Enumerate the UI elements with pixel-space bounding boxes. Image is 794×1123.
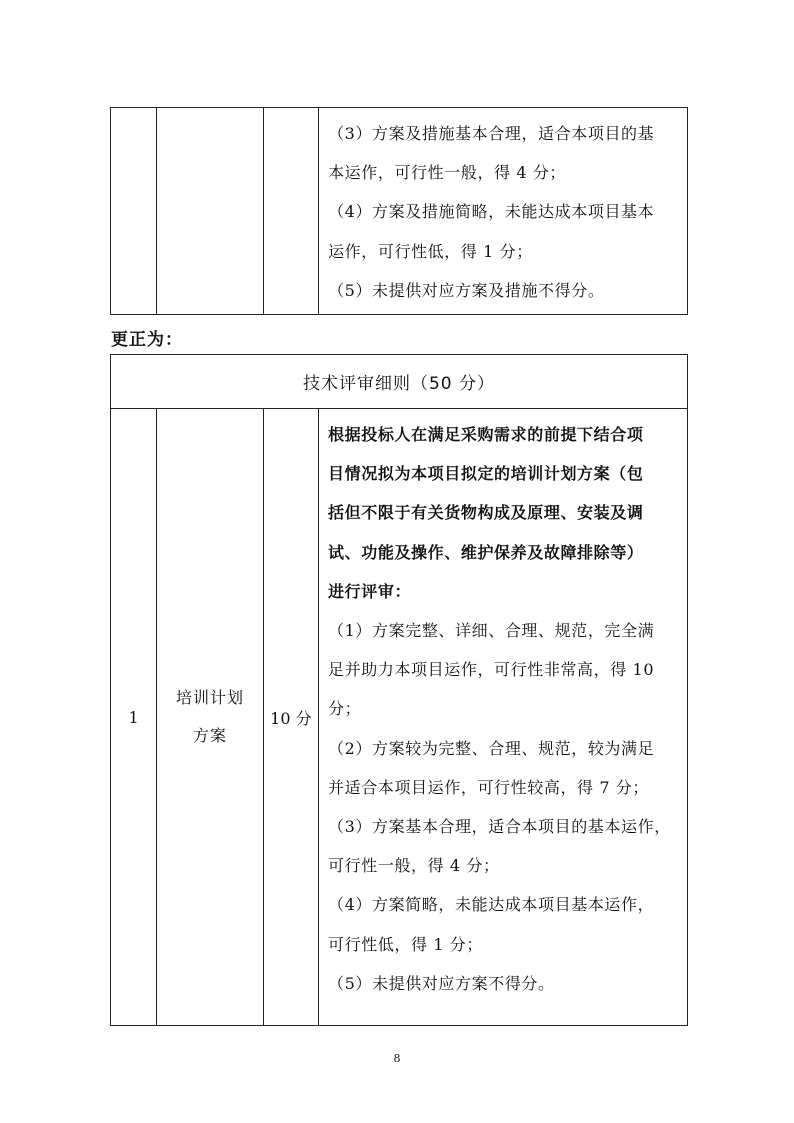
criteria-intro-line: 目情况拟为本项目拟定的培训计划方案（包 [328, 464, 644, 484]
number-cell [111, 108, 157, 315]
criteria-intro-line: 进行评审： [328, 581, 412, 601]
category-line: 方案 [192, 726, 227, 745]
criteria-line: 可行性低，得 1 分； [328, 934, 483, 954]
criteria-line: （3）方案及措施基本合理，适合本项目的基 [328, 124, 655, 143]
correction-label: 更正为： [111, 330, 183, 350]
row-number: 1 [111, 409, 157, 1026]
criteria-line: 运作，可行性低，得 1 分； [328, 241, 533, 261]
criteria-line: 并适合本项目运作，可行性较高，得 7 分； [328, 777, 649, 797]
category-line: 培训计划 [175, 688, 244, 707]
continued-scoring-table [110, 107, 688, 315]
criteria-cell [319, 108, 688, 315]
points-cell: 10 分 [263, 409, 318, 1026]
criteria-line: 可行性一般，得 4 分； [328, 856, 500, 876]
table-title: 技术评审细则（50 分） [111, 355, 688, 409]
category-cell [157, 108, 264, 315]
table-row [111, 108, 688, 315]
criteria-intro-line: 括但不限于有关货物构成及原理、安装及调 [328, 503, 644, 523]
criteria-line: （4）方案及措施简略，未能达成本项目基本 [328, 202, 655, 222]
criteria-line: （2）方案较为完整、合理、规范，较为满足 [328, 738, 655, 758]
criteria-line: （1）方案完整、详细、合理、规范，完全满 [328, 621, 655, 641]
criteria-line: 本运作，可行性一般，得 4 分； [328, 163, 567, 183]
criteria-line: （5）未提供对应方案不得分。 [328, 973, 555, 993]
technical-review-table [110, 354, 688, 1026]
criteria-line: （5）未提供对应方案及措施不得分。 [328, 280, 605, 300]
table-row [111, 409, 688, 1026]
criteria-line: 足并助力本项目运作，可行性非常高，得 10 [328, 660, 655, 680]
table-header-row [111, 355, 688, 409]
page-number: 8 [393, 1052, 401, 1065]
criteria-intro-line: 试、功能及操作、维护保养及故障排除等） [328, 542, 644, 562]
criteria-line: 分； [328, 699, 362, 719]
criteria-line: （3）方案基本合理，适合本项目的基本运作， [328, 817, 671, 837]
criteria-cell [319, 409, 688, 1026]
points-cell [263, 108, 318, 315]
criteria-line: （4）方案简略，未能达成本项目基本运作， [328, 895, 655, 915]
category-cell [157, 409, 264, 1026]
criteria-intro-line: 根据投标人在满足采购需求的前提下结合项 [328, 425, 644, 444]
